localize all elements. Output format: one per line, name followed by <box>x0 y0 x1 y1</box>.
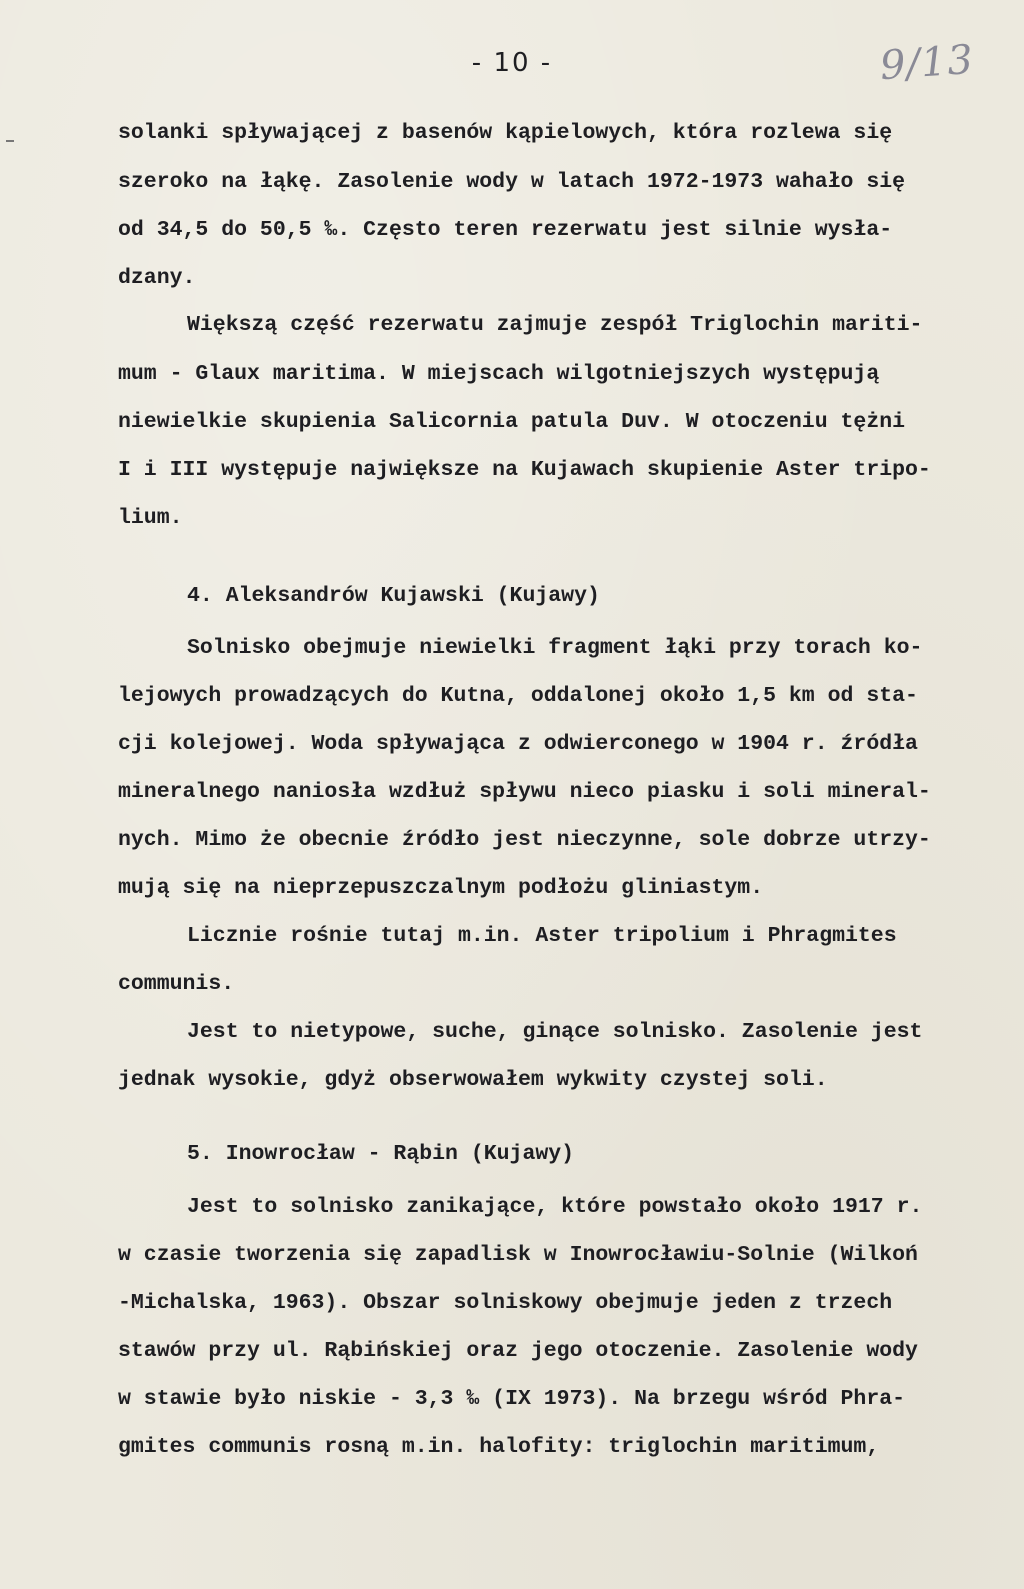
text-line: cji kolejowej. Woda spływająca z odwierconego w 1904 r. źródła <box>118 732 918 756</box>
section-heading: 5. Inowrocław - Rąbin (Kujawy) <box>187 1142 575 1166</box>
text-line: w czasie tworzenia się zapadlisk w Inowrocławiu-Solnie (Wilkoń <box>118 1243 918 1267</box>
text-line: Solnisko obejmuje niewielki fragment łąki przy torach ko- <box>187 636 923 660</box>
text-line: szeroko na łąkę. Zasolenie wody w latach 1972-1973 wahało się <box>118 170 906 194</box>
text-line: jednak wysokie, gdyż obserwowałem wykwity czystej soli. <box>118 1068 828 1092</box>
text-line: mują się na nieprzepuszczalnym podłożu gliniastym. <box>118 876 764 900</box>
text-line: Jest to nietypowe, suche, ginące solnisko. Zasolenie jest <box>187 1020 923 1044</box>
text-line: gmites communis rosną m.in. halofity: triglochin maritimum, <box>118 1435 880 1459</box>
section-heading: 4. Aleksandrów Kujawski (Kujawy) <box>187 584 600 608</box>
text-line: dzany. <box>118 266 196 290</box>
page-number: - 10 - <box>471 48 553 78</box>
text-line: -Michalska, 1963). Obszar solniskowy obejmuje jeden z trzech <box>118 1291 893 1315</box>
text-line: solanki spływającej z basenów kąpielowych, która rozlewa się <box>118 121 893 145</box>
text-line: niewielkie skupienia Salicornia patula Duv. W otoczeniu tężni <box>118 410 906 434</box>
archive-number: 9/13 <box>878 36 976 90</box>
text-line: nych. Mimo że obecnie źródło jest nieczynne, sole dobrze utrzy- <box>118 828 931 852</box>
text-line: communis. <box>118 972 235 996</box>
text-line: Jest to solnisko zanikające, które powstało około 1917 r. <box>187 1195 923 1219</box>
text-line: lejowych prowadzących do Kutna, oddalonej około 1,5 km od sta- <box>118 684 918 708</box>
text-line: stawów przy ul. Rąbińskiej oraz jego otoczenie. Zasolenie wody <box>118 1339 918 1363</box>
text-line: I i III występuje największe na Kujawach skupienie Aster tripo- <box>118 458 931 482</box>
text-line: Licznie rośnie tutaj m.in. Aster tripolium i Phragmites <box>187 924 897 948</box>
text-line: Większą część rezerwatu zajmuje zespół Triglochin mariti- <box>187 313 923 337</box>
text-line: lium. <box>118 506 183 530</box>
text-line: mineralnego naniosła wzdłuż spływu nieco piasku i soli mineral- <box>118 780 931 804</box>
text-line: w stawie było niskie - 3,3 ‰ (IX 1973). Na brzegu wśród Phra- <box>118 1387 906 1411</box>
text-line: od 34,5 do 50,5 ‰. Często teren rezerwatu jest silnie wysła- <box>118 218 893 242</box>
text-line: mum - Glaux maritima. W miejscach wilgotniejszych występują <box>118 362 880 386</box>
binding-mark <box>6 140 14 142</box>
